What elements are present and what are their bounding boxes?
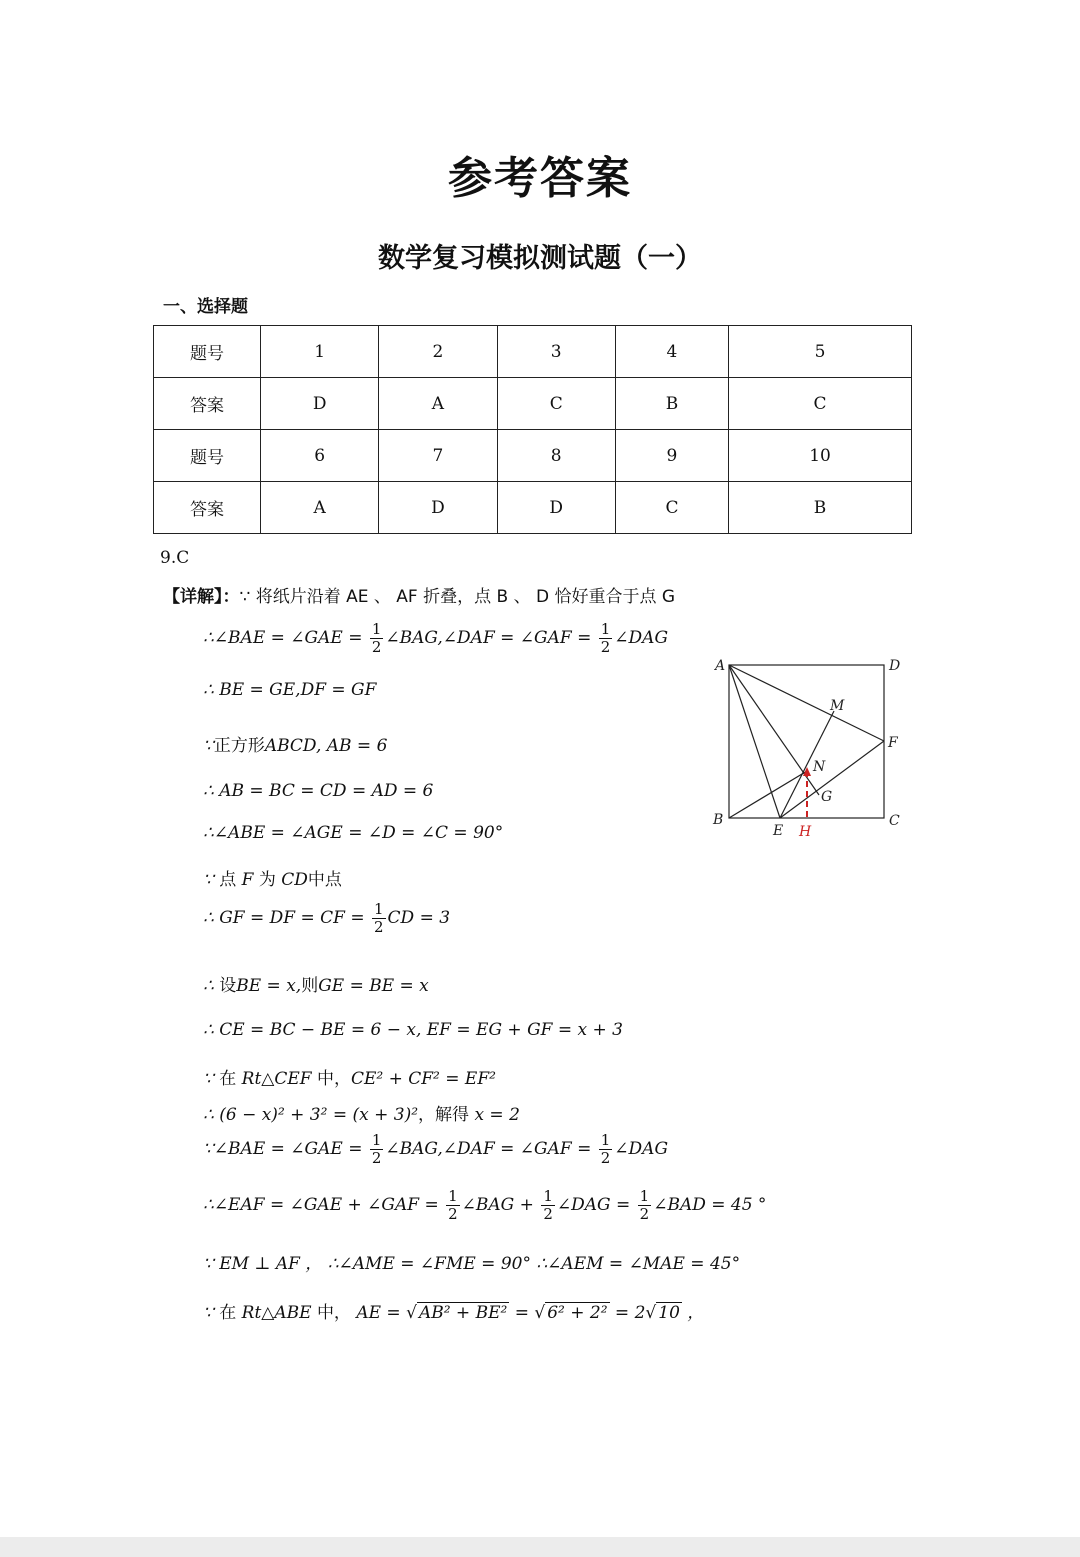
detail-text: ∵ 将纸片沿着 AE 、 AF 折叠，点 B 、 D 恰好重合于点 G bbox=[239, 587, 676, 607]
table-cell: B bbox=[729, 482, 912, 534]
segment-bn bbox=[729, 771, 807, 818]
step-text: ∵ bbox=[203, 736, 214, 756]
detail-line bbox=[163, 582, 675, 607]
step-text: 则 bbox=[301, 976, 319, 996]
table-cell: 8 bbox=[497, 430, 615, 482]
label-c: C bbox=[889, 813, 900, 829]
step-text: ∠BAG,∠DAF = ∠GAF = bbox=[385, 1139, 597, 1159]
step-text: 点 bbox=[219, 870, 237, 890]
fraction-denominator: 2 bbox=[543, 1205, 553, 1223]
page-title: 参考答案 bbox=[448, 153, 632, 204]
solution-step-7 bbox=[203, 902, 450, 935]
table-cell: C bbox=[729, 378, 912, 430]
step-text: 中， bbox=[316, 1069, 351, 1089]
fraction-numerator: 1 bbox=[373, 900, 384, 918]
step-text: ∠DAG bbox=[614, 628, 669, 648]
step-text: 中， bbox=[316, 1303, 351, 1323]
fraction-denominator: 2 bbox=[639, 1205, 650, 1223]
sqrt-radicand: 10 bbox=[658, 1303, 680, 1323]
table-cell: D bbox=[261, 378, 379, 430]
step-text: ∵ bbox=[203, 1069, 214, 1089]
table-cell: 10 bbox=[729, 430, 912, 482]
table-cell: 3 bbox=[497, 326, 615, 378]
step-text: ABCD, AB = 6 bbox=[264, 736, 388, 756]
step-text: CD bbox=[281, 870, 308, 890]
table-row bbox=[154, 482, 912, 534]
fraction-numerator: 1 bbox=[371, 1131, 382, 1149]
fraction-numerator: 1 bbox=[600, 1131, 611, 1149]
solution-step-12 bbox=[203, 1133, 668, 1166]
answer-table bbox=[153, 325, 912, 534]
solution-step-1 bbox=[203, 622, 668, 655]
solution-step-5: ∴∠ABE = ∠AGE = ∠D = ∠C = 90° bbox=[203, 823, 504, 843]
segment-af bbox=[729, 665, 884, 741]
step-text: 为 bbox=[258, 870, 276, 890]
table-cell: A bbox=[261, 482, 379, 534]
step-text: 在 bbox=[219, 1069, 237, 1089]
step-text: ∠BAG,∠DAF = ∠GAF = bbox=[385, 628, 597, 648]
table-cell: 9 bbox=[615, 430, 728, 482]
sqrt-radicand: 6² + 2² bbox=[547, 1303, 608, 1323]
step-text: ∴∠BAE = ∠GAE = bbox=[203, 628, 368, 648]
step-text: CE² + CF² = EF² bbox=[350, 1069, 496, 1089]
fraction-denominator: 2 bbox=[600, 1149, 611, 1167]
label-b: B bbox=[713, 812, 724, 828]
segment-ef bbox=[780, 741, 884, 818]
table-cell: C bbox=[497, 378, 615, 430]
fraction-numerator: 1 bbox=[371, 620, 382, 638]
table-cell: B bbox=[615, 378, 728, 430]
step-text: Rt△CEF bbox=[241, 1069, 312, 1089]
table-cell: 答案 bbox=[154, 378, 261, 430]
step-text: 在 bbox=[219, 1303, 237, 1323]
fraction bbox=[370, 622, 384, 655]
solution-step-3 bbox=[203, 731, 387, 756]
table-cell: D bbox=[497, 482, 615, 534]
question-label: 9.C bbox=[160, 548, 190, 568]
fraction-numerator: 1 bbox=[543, 1187, 553, 1205]
solution-step-2: ∴ BE = GE,DF = GF bbox=[203, 680, 377, 700]
table-cell: 答案 bbox=[154, 482, 261, 534]
table-row bbox=[154, 326, 912, 378]
table-cell: 2 bbox=[379, 326, 497, 378]
step-text: ， bbox=[681, 1303, 705, 1323]
detail-tag: 【详解】： bbox=[163, 587, 240, 607]
solution-step-4: ∴ AB = BC = CD = AD = 6 bbox=[203, 781, 434, 801]
table-cell: C bbox=[615, 482, 728, 534]
step-text: AE = bbox=[356, 1303, 407, 1323]
table-cell: 7 bbox=[379, 430, 497, 482]
label-n: N bbox=[813, 759, 826, 775]
label-g: G bbox=[821, 789, 833, 805]
table-cell: 4 bbox=[615, 326, 728, 378]
step-text: BE = x, bbox=[236, 976, 302, 996]
fraction-denominator: 2 bbox=[371, 638, 382, 656]
step-text: ∠DAG = bbox=[556, 1195, 636, 1215]
fraction bbox=[372, 902, 386, 935]
fraction bbox=[599, 622, 613, 655]
step-text: ∵ bbox=[203, 870, 214, 890]
step-text: 中点 bbox=[307, 870, 342, 890]
step-text: ∴ (6 − x)² + 3² = (x + 3)² bbox=[203, 1105, 419, 1125]
fraction bbox=[599, 1133, 613, 1166]
table-row bbox=[154, 430, 912, 482]
table-cell: D bbox=[379, 482, 497, 534]
fraction-denominator: 2 bbox=[600, 638, 611, 656]
table-cell: A bbox=[379, 378, 497, 430]
step-text: 正方形 bbox=[213, 736, 265, 756]
step-text: ∠BAG + bbox=[461, 1195, 540, 1215]
step-text: ，解得 bbox=[418, 1105, 470, 1125]
fraction-numerator: 1 bbox=[600, 620, 611, 638]
label-e: E bbox=[773, 823, 784, 839]
section-heading: 一、选择题 bbox=[163, 297, 248, 317]
step-text: Rt△ABE bbox=[241, 1303, 312, 1323]
segment-ae bbox=[729, 665, 780, 818]
label-d: D bbox=[889, 658, 901, 674]
step-text: ∴ GF = DF = CF = bbox=[203, 908, 370, 928]
solution-step-14: ∵ EM ⊥ AF ， ∴∠AME = ∠FME = 90° ∴∠AEM = ∠MAE = 45° bbox=[203, 1254, 741, 1274]
fraction bbox=[541, 1189, 555, 1222]
table-cell: 6 bbox=[261, 430, 379, 482]
step-text: = bbox=[509, 1303, 535, 1323]
geometry-diagram bbox=[705, 648, 920, 848]
solution-step-15: ∵ 在 Rt△ABE 中， AE = √ AB² + BE² = √ 6² + 2² = 2√ 10 ， bbox=[203, 1303, 705, 1323]
step-text: = 2 bbox=[609, 1303, 646, 1323]
step-text: ∴ bbox=[203, 976, 214, 996]
fraction-denominator: 2 bbox=[448, 1205, 458, 1223]
arrow-head bbox=[803, 767, 811, 776]
step-text: 设 bbox=[219, 976, 237, 996]
step-text: ∴∠EAF = ∠GAE + ∠GAF = bbox=[203, 1195, 445, 1215]
sqrt-radicand: AB² + BE² bbox=[418, 1303, 508, 1323]
fraction-numerator: 1 bbox=[448, 1187, 458, 1205]
label-h: H bbox=[799, 824, 812, 840]
step-text: x = 2 bbox=[474, 1105, 520, 1125]
label-a: A bbox=[715, 658, 726, 674]
step-text: ∠BAD = 45 ° bbox=[653, 1195, 767, 1215]
step-text: ∵∠BAE = ∠GAE = bbox=[203, 1139, 368, 1159]
solution-step-11 bbox=[203, 1100, 520, 1125]
page-subtitle: 数学复习模拟测试题（一） bbox=[378, 243, 702, 274]
step-text: GE = BE = x bbox=[318, 976, 429, 996]
label-m: M bbox=[830, 698, 845, 714]
table-row bbox=[154, 378, 912, 430]
fraction-denominator: 2 bbox=[373, 918, 384, 936]
fraction-numerator: 1 bbox=[639, 1187, 650, 1205]
step-text: ∵ bbox=[203, 1303, 214, 1323]
table-cell: 题号 bbox=[154, 326, 261, 378]
solution-step-9: ∴ CE = BC − BE = 6 − x, EF = EG + GF = x + 3 bbox=[203, 1020, 623, 1040]
step-text: CD = 3 bbox=[387, 908, 451, 928]
fraction bbox=[638, 1189, 652, 1222]
fraction-denominator: 2 bbox=[371, 1149, 382, 1167]
solution-step-10 bbox=[203, 1064, 496, 1089]
step-text: ∠DAG bbox=[614, 1139, 669, 1159]
table-cell: 1 bbox=[261, 326, 379, 378]
table-cell: 5 bbox=[729, 326, 912, 378]
solution-step-6 bbox=[203, 865, 342, 890]
fraction bbox=[370, 1133, 384, 1166]
solution-step-8 bbox=[203, 971, 429, 996]
solution-step-13 bbox=[203, 1189, 766, 1222]
fraction bbox=[446, 1189, 460, 1222]
label-f: F bbox=[888, 735, 898, 751]
table-cell: 题号 bbox=[154, 430, 261, 482]
step-text: F bbox=[241, 870, 254, 890]
bottom-bar bbox=[0, 1537, 1080, 1557]
